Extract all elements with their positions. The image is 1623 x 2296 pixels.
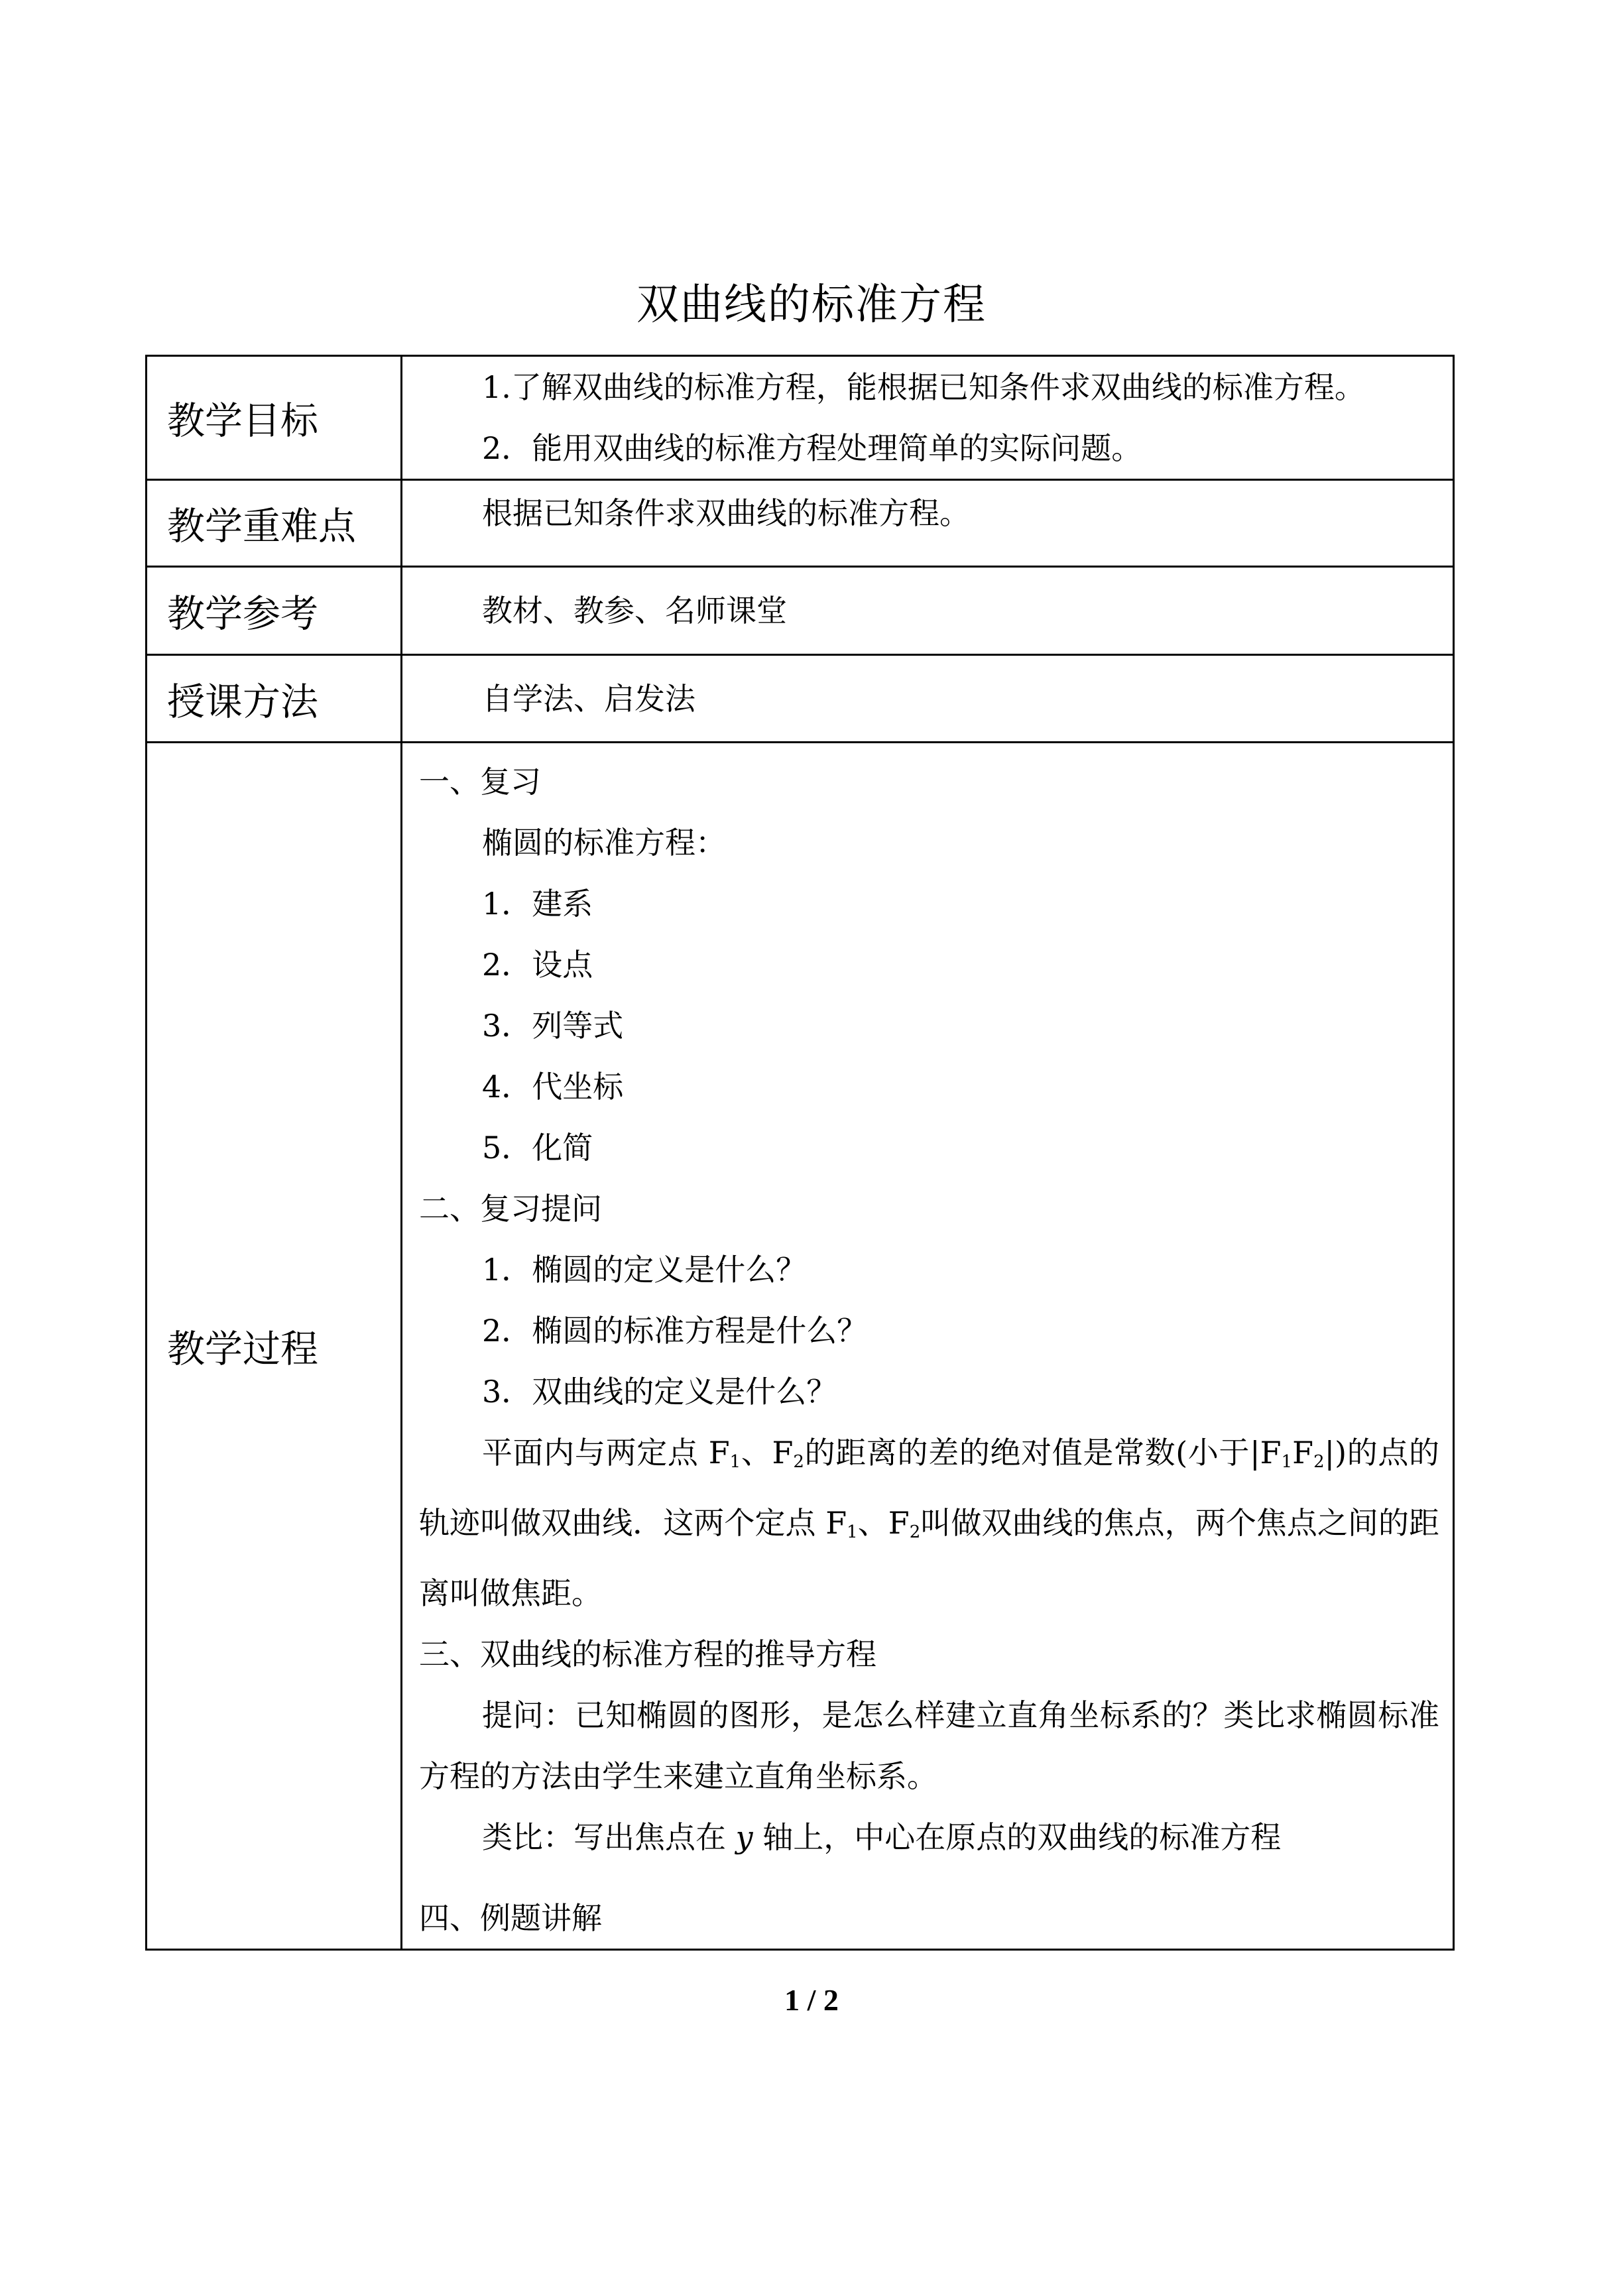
question-item: 3．双曲线的定义是什么？	[482, 1374, 837, 1410]
step-item: 4．代坐标	[482, 1069, 624, 1105]
label-reference: 教学参考	[147, 567, 402, 655]
page-number: 1 / 2	[784, 1983, 839, 2017]
section-questions-title: 二、复习提问	[419, 1191, 602, 1227]
lesson-plan-table	[145, 355, 1455, 1951]
question-item: 1．椭圆的定义是什么？	[482, 1252, 807, 1288]
reference-text: 教材、教参、名师课堂	[482, 593, 787, 629]
step-item: 2．设点	[482, 947, 593, 983]
document-title: 双曲线的标准方程	[636, 280, 987, 330]
spacer	[402, 1868, 1453, 1888]
label-difficulty: 教学重难点	[147, 480, 402, 567]
step-item: 5．化简	[482, 1130, 593, 1166]
row-difficulty	[147, 480, 1454, 567]
method-text: 自学法、启发法	[482, 680, 695, 717]
hyperbola-definition: 平面内与两定点 $F_1$、$F_2$的距离的差的绝对值是常数(小于$|F_1F_2|$)的点的轨迹叫做双曲线．这两个定点 $F_1$、$F_2$叫做双曲线的焦点，两个焦点之间的距离叫做焦距。	[419, 1435, 1440, 1611]
derivation-question: 提问：已知椭圆的图形，是怎么样建立直角坐标系的？类比求椭圆标准方程的方法由学生来建立直角坐标系。	[419, 1697, 1439, 1794]
content-difficulty	[402, 480, 1454, 567]
label-goals: 教学目标	[147, 356, 402, 480]
row-method	[147, 655, 1454, 743]
section-review-title: 一、复习	[419, 764, 541, 800]
step-item: 1．建系	[482, 886, 593, 922]
difficulty-text: 根据已知条件求双曲线的标准方程。	[482, 495, 970, 531]
section-derivation-title: 三、双曲线的标准方程的推导方程	[419, 1636, 876, 1672]
content-reference	[402, 567, 1454, 655]
question-item: 2．椭圆的标准方程是什么？	[482, 1313, 868, 1349]
ellipse-equation-intro: 椭圆的标准方程：	[482, 825, 726, 861]
content-goals	[402, 356, 1454, 480]
row-process	[147, 743, 1454, 1950]
analogy-text: 类比：写出焦点在 y 轴上，中心在原点的双曲线的标准方程	[482, 1819, 1282, 1855]
goal-line: 1.了解双曲线的标准方程，能根据已知条件求双曲线的标准方程。	[482, 369, 1365, 405]
section-examples-title: 四、例题讲解	[419, 1900, 602, 1936]
goal-line: 2．能用双曲线的标准方程处理简单的实际问题。	[482, 430, 1142, 466]
row-goals	[147, 356, 1454, 480]
row-reference	[147, 567, 1454, 655]
content-method	[402, 655, 1454, 743]
label-process: 教学过程	[147, 743, 402, 1950]
label-method: 授课方法	[147, 655, 402, 743]
step-item: 3．列等式	[482, 1008, 624, 1044]
content-process	[402, 743, 1454, 1950]
